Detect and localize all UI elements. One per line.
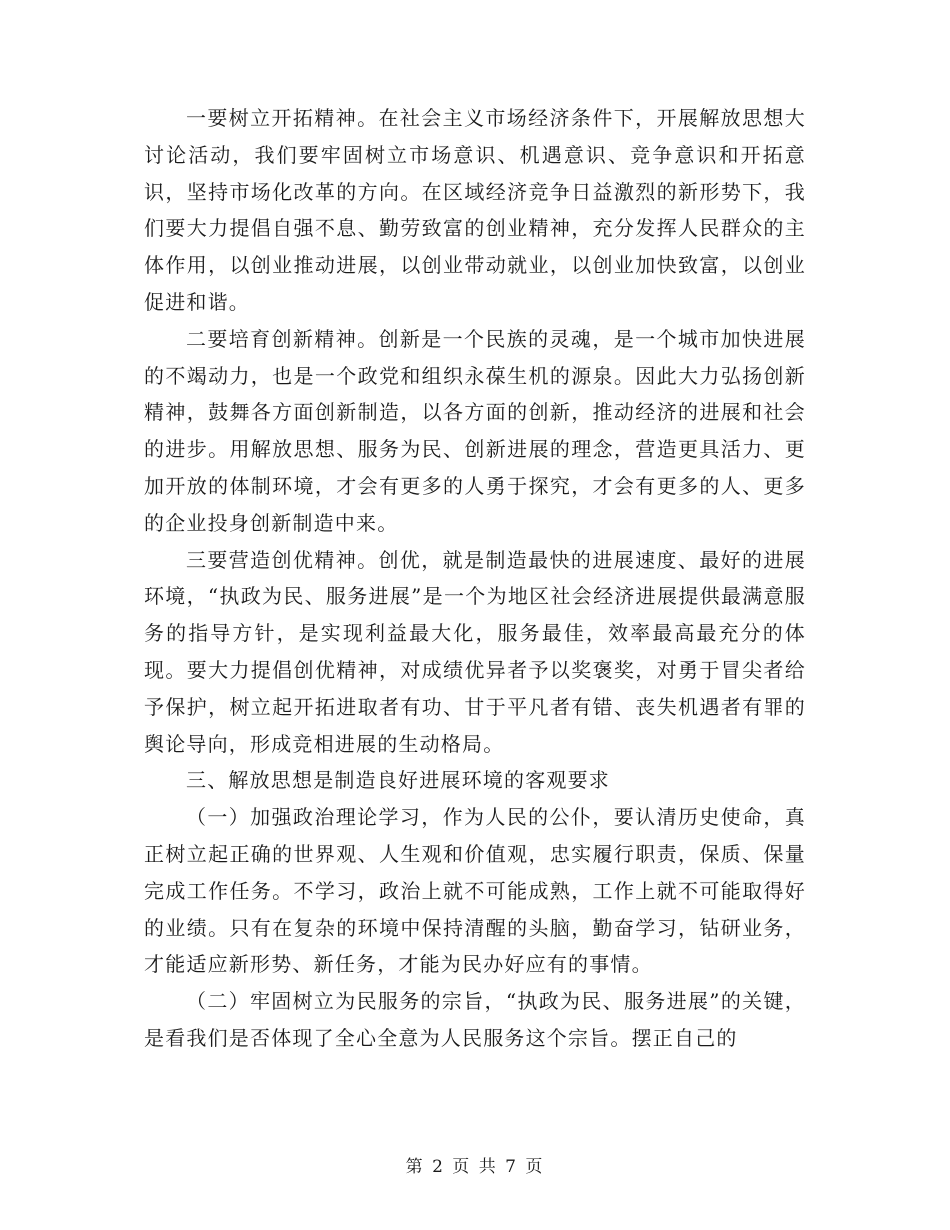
paragraph-pioneering-spirit: 一要树立开拓精神。在社会主义市场经济条件下，开展解放思想大讨论活动，我们要牢固树立市场意识、机遇意识、竞争意识和开拓意识，坚持市场化改革的方向。在区域经济竞争日益激烈的新形势下，我们要大力提倡自强不息、勤劳致富的创业精神，充分发挥人民群众的主体作用，以创业推动进展，以创业带动就业，以创业加快致富，以创业促进和谐。 — [144, 106, 806, 314]
page-number-footer: 第 2 页 共 7 页 — [405, 1157, 545, 1177]
section-heading-three: 三、解放思想是制造良好进展环境的客观要求 — [186, 768, 610, 793]
paragraph-item-one: （一）加强政治理论学习，作为人民的公仆，要认清历史使命，真正树立起正确的世界观、人生观和价值观，忠实履行职责，保质、保量完成工作任务。不学习，政治上就不可能成熟，工作上就不可能取得好的业绩。只有在复杂的环境中保持清醒的头脑，勤奋学习，钻研业务，才能适应新形势、新任务，才能为民办好应有的事情。 — [144, 805, 806, 977]
paragraph-item-two: （二）牢固树立为民服务的宗旨，“执政为民、服务进展”的关键，是看我们是否体现了全心全意为人民服务这个宗旨。摆正自己的 — [144, 989, 806, 1050]
document-body — [144, 100, 806, 1057]
paragraph-innovation-spirit: 二要培育创新精神。创新是一个民族的灵魂，是一个城市加快进展的不竭动力，也是一个政党和组织永葆生机的源泉。因此大力弘扬创新精神，鼓舞各方面创新制造，以各方面的创新，推动经济的进展和社会的进步。用解放思想、服务为民、创新进展的理念，营造更具活力、更加开放的体制环境，才会有更多的人勇于探究，才会有更多的人、更多的企业投身创新制造中来。 — [144, 326, 806, 535]
paragraph-excellence-spirit: 三要营造创优精神。创优，就是制造最快的进展速度、最好的进展环境，“执政为民、服务进展”是一个为地区社会经济进展提供最满意服务的指导方针，是实现利益最大化，服务最佳，效率最高最充分的体现。要大力提倡创优精神，对成绩优异者予以奖褒奖，对勇于冒尖者给予保护，树立起开拓进取者有功、甘于平凡者有错、丧失机遇者有罪的舆论导向，形成竞相进展的生动格局。 — [144, 547, 806, 756]
